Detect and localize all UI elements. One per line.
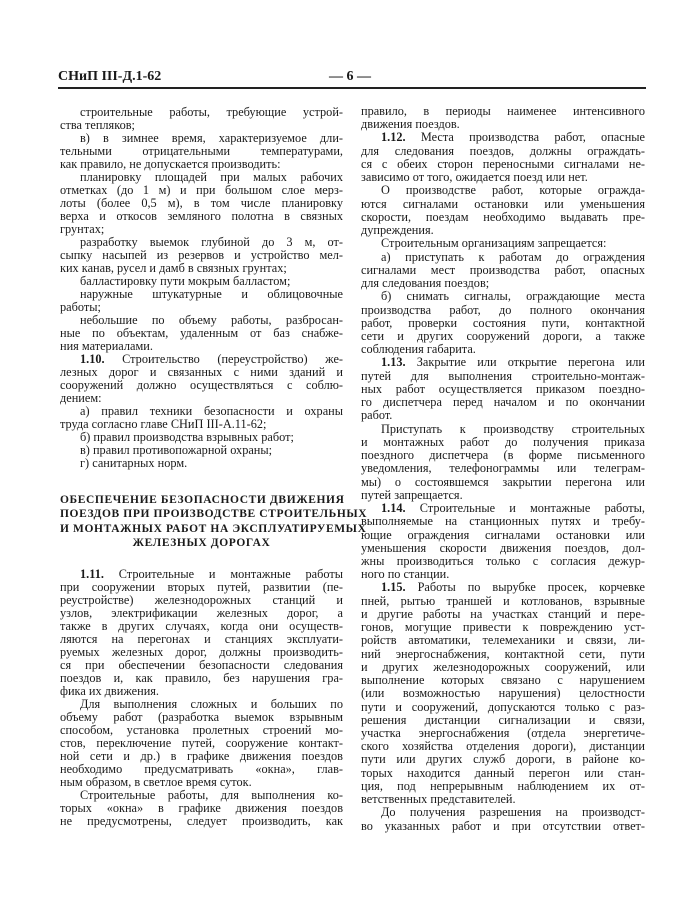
line-text: отметках (до 1 м) и при большом слое мерз- [60, 183, 343, 197]
line-text: Строительство (переустройство) же- [104, 352, 343, 366]
heading-line: И МОНТАЖНЫХ РАБОТ НА ЭКСПЛУАТИРУЕМЫХ [60, 522, 367, 535]
line-text: Для выполнения сложных и больших по [80, 697, 343, 711]
line-text: торых находится данный перегон или стан- [361, 765, 645, 780]
line-text: До получения разрешения на производст- [381, 805, 645, 820]
line-text: сети и других сооружений дороги, а также [361, 328, 645, 343]
text-line [361, 171, 645, 184]
line-text: ся при обеспечении безопасности следования [60, 658, 343, 672]
text-line [361, 251, 645, 264]
paragraph [60, 132, 343, 171]
line-text: наружные штукатурные и облицовочные [80, 287, 343, 301]
line-text: стов, переключение путей, сооружение контакт- [60, 736, 343, 750]
text-line [361, 396, 645, 409]
line-text: способом, установка пролетных строений мо- [60, 723, 343, 737]
page-number: — 6 — [329, 69, 371, 84]
text-line [361, 118, 645, 131]
line-text: уменьшения скорости движения поездов, дол- [361, 540, 645, 555]
line-text: путей запрещается. [361, 487, 463, 502]
line-text: разработку выемок глубиной до 3 м, от- [80, 235, 343, 249]
line-text: поездного диспетчера (в форме письменного [361, 448, 645, 463]
line-text: Строительным организациям запрещается: [381, 236, 607, 251]
numbered-paragraph [361, 581, 645, 806]
text-line [361, 648, 645, 661]
text-line [60, 457, 343, 470]
text-line [361, 476, 645, 489]
paragraph [361, 184, 645, 237]
line-text: ных работ осуществляется приказом поездно- [361, 381, 645, 396]
text-line [361, 370, 645, 383]
line-text: ляются на перегонах и станциях эксплуати- [60, 632, 343, 646]
line-text: верха и откосов земляного полотна в связных [60, 209, 343, 223]
numbered-paragraph [361, 502, 645, 581]
text-line [361, 184, 645, 197]
line-text: ция, под непрерывным наблюдением их от- [361, 778, 645, 793]
text-line [361, 489, 645, 502]
text-line [361, 529, 645, 542]
text-line [361, 304, 645, 317]
line-text: выполняемые на станционных путях и требу- [361, 514, 645, 529]
line-text: а) приступать к работам до ограждения [381, 249, 645, 264]
line-text: необходимо предусматривать «окна», глав- [60, 762, 343, 776]
line-text: ющие ограждения сигналами остановки или [361, 527, 645, 542]
text-line [361, 277, 645, 290]
line-text: выполнение которых связано с нарушением [361, 673, 645, 688]
paragraph [361, 105, 645, 131]
line-text: г) санитарных норм. [80, 456, 188, 470]
numbered-paragraph [361, 131, 645, 184]
paragraph [60, 171, 343, 236]
text-line [361, 780, 645, 793]
paragraph [60, 789, 343, 828]
clause-number: 1.14. [381, 501, 406, 516]
right-column [361, 105, 645, 833]
line-text: руемых железных дорог, должны производить- [60, 645, 343, 659]
line-text: лоты (более 0,5 м), в том числе планировку [60, 196, 343, 210]
line-text: планировку площадей при малых рабочих [80, 170, 343, 184]
text-line [361, 409, 645, 422]
text-line [361, 211, 645, 224]
line-text: ной сети и др.) в графике движения поездов [60, 749, 343, 763]
heading-line: ОБЕСПЕЧЕНИЕ БЕЗОПАСНОСТИ ДВИЖЕНИЯ [60, 494, 345, 506]
heading-line: ПОЕЗДОВ ПРИ ПРОИЗВОДСТВЕ СТРОИТЕЛЬНЫХ [60, 508, 368, 521]
line-text: и другие работы на участках станций и пере- [361, 606, 645, 621]
paragraph [361, 251, 645, 291]
paragraph [60, 106, 343, 132]
paragraph [60, 236, 343, 275]
line-text: труда согласно главе СНиП III-А.11-62; [60, 417, 267, 431]
line-text: объему работ (разработка выемок взрывным [60, 710, 343, 724]
text-line [361, 423, 645, 436]
text-line [361, 383, 645, 396]
paragraph [361, 237, 645, 250]
line-text: уведомления, телефонограммы или телеграм- [361, 461, 645, 476]
line-text: ные по объектам, удаленным от баз снабже- [60, 326, 343, 340]
paragraph [60, 698, 343, 789]
line-text: ния материалами. [60, 339, 153, 353]
line-text: для следования поездов, должны ограждать- [361, 143, 645, 158]
text-line [361, 502, 645, 515]
line-text: в) правил противопожарной охраны; [80, 443, 273, 457]
line-text: Строительные и монтажные работы, [405, 501, 645, 516]
text-line [361, 145, 645, 158]
text-line [361, 767, 645, 780]
clause-number: 1.11. [80, 567, 104, 581]
text-line [361, 661, 645, 674]
line-text: соблюдения габарита. [361, 342, 476, 357]
line-text: решения дистанции сигнализации и связи, [361, 712, 645, 727]
line-text: ются сигналами остановки или уменьшения [361, 196, 645, 211]
line-text: реустройстве) железнодорожных станций и [60, 593, 343, 607]
line-text: жны производиться только с согласия дежур- [361, 553, 645, 568]
text-line [361, 264, 645, 277]
section-heading [60, 493, 368, 550]
numbered-paragraph [361, 356, 645, 422]
line-text: также в других случаях, когда они осуществ- [60, 619, 343, 633]
line-text: дением: [60, 391, 102, 405]
line-text: торых «окна» в графике движения поездов [60, 801, 343, 815]
line-text: правило, в периоды наименее интенсивного [361, 104, 645, 118]
line-text: дупреждения. [361, 223, 434, 238]
line-text: ства тепляков; [60, 118, 135, 132]
line-text: ройств автоматики, телемеханики и связи, ли- [361, 633, 645, 648]
text-line [361, 542, 645, 555]
numbered-paragraph [60, 568, 343, 698]
line-text: и монтажных работ до получения приказа [361, 434, 645, 449]
line-text: работ. [361, 408, 393, 423]
line-text: зависимо от того, ожидается поезд или нет. [361, 170, 588, 185]
text-line [361, 581, 645, 594]
heading-line: ЖЕЛЕЗНЫХ ДОРОГАХ [132, 536, 271, 549]
line-text: ветственных представителей. [361, 792, 516, 807]
text-line [361, 237, 645, 250]
text-line [361, 820, 645, 833]
paragraph [60, 314, 343, 353]
text-line [361, 290, 645, 303]
line-text: пути и сооружений, допускаются только с раз- [361, 699, 645, 714]
line-text: (или возможностью нарушения) целостности [361, 686, 645, 701]
left-column-bottom [60, 568, 343, 828]
text-line [361, 608, 645, 621]
line-text: грунтах; [60, 222, 105, 236]
line-text: узлов, электрификации железных дорог, а [60, 606, 343, 620]
text-line [361, 634, 645, 647]
clause-number: 1.15. [381, 580, 406, 595]
paragraph [60, 405, 343, 431]
line-text: во указанных работ и при отсутствии ответ- [361, 818, 645, 833]
line-text: и других железнодорожных сооружений, или [361, 659, 645, 674]
text-line [361, 330, 645, 343]
line-text: производства работ, до полного окончания [361, 302, 645, 317]
line-text: при сооружении вторых путей, развитии (пе- [60, 580, 343, 594]
line-text: движения поездов. [361, 117, 460, 132]
text-line [361, 793, 645, 806]
clause-number: 1.12. [381, 130, 406, 145]
line-text: поездов и, как правило, без нарушения гра- [60, 671, 343, 685]
line-text: б) снимать сигналы, ограждающие места [381, 289, 645, 304]
line-text: Работы по вырубке просек, корчевке [405, 580, 645, 595]
text-line [361, 317, 645, 330]
line-text: работ, проверки состояния пути, контактной [361, 315, 645, 330]
text-line [361, 198, 645, 211]
paragraph [361, 290, 645, 356]
line-text: строительные работы, требующие устрой- [80, 105, 343, 119]
line-text: мы) о состоявшемся закрытии перегона или [361, 474, 645, 489]
line-text: пути или других служб дороги, в районе ко- [361, 752, 645, 767]
text-line [361, 753, 645, 766]
line-text: Места производства работ, опасные [405, 130, 645, 145]
line-text: ких канав, русел и дамб в связных грунтах; [60, 261, 287, 275]
line-text: тельными отрицательными температурами, [60, 144, 343, 158]
paragraph [60, 457, 343, 470]
paragraph [361, 423, 645, 502]
line-text: ся с обеих сторон переносными сигналами не- [361, 156, 645, 171]
line-text: Строительные и монтажные работы [103, 567, 343, 581]
line-text: го диспетчера перед началом и по окончании [361, 395, 645, 410]
line-text: гонов, могущие привести к повреждению уст- [361, 620, 645, 635]
text-line [361, 356, 645, 369]
left-column-top [60, 106, 343, 470]
line-text: пней, рытью траншей и котлованов, взрывные [361, 593, 645, 608]
text-line [361, 343, 645, 356]
line-text: как правило, не допускается производить: [60, 157, 281, 171]
line-text: ного по станции. [361, 567, 450, 582]
line-text: лезных дорог и связанных с ними зданий и [60, 365, 343, 379]
line-text: ным образом, в светлое время суток. [60, 775, 252, 789]
text-line [361, 131, 645, 144]
line-text: участка энергоснабжения (отдела энергетиче- [361, 726, 645, 741]
line-text: О производстве работ, которые огражда- [381, 183, 645, 198]
text-line [361, 555, 645, 568]
numbered-paragraph [60, 353, 343, 405]
text-line [361, 806, 645, 819]
clause-number: 1.13. [381, 355, 406, 370]
text-line [361, 740, 645, 753]
text-line [361, 449, 645, 462]
line-text: ского хозяйства отделения дороги), дистанции [361, 739, 645, 754]
line-text: Приступать к производству строительных [381, 421, 645, 436]
clause-number: 1.10. [80, 352, 105, 366]
text-line [361, 714, 645, 727]
line-text: для следования поездов; [361, 276, 490, 291]
paragraph [361, 806, 645, 832]
line-text: небольшие по объему работы, разбросан- [80, 313, 343, 327]
line-text: сооружений должно осуществляться с соблю- [60, 378, 343, 392]
line-text: сыпку насыпей из резервов и устройство мел- [60, 248, 343, 262]
text-line [361, 436, 645, 449]
line-text: скорости, поездам необходимо выдавать пре- [361, 209, 645, 224]
line-text: сигналами мест производства работ, опасных [361, 262, 645, 277]
line-text: в) в зимнее время, характеризуемое дли- [80, 131, 343, 145]
text-line [361, 568, 645, 581]
line-text: Закрытие или открытие перегона или [405, 355, 645, 370]
text-line [60, 379, 343, 392]
text-line [60, 288, 343, 301]
line-text: Строительные работы, для выполнения ко- [80, 788, 343, 802]
line-text: ний энергоснабжения, контактной сети, пути [361, 646, 645, 661]
text-line [361, 105, 645, 118]
document-code: СНиП III-Д.1-62 [58, 69, 162, 84]
text-line [361, 727, 645, 740]
text-line [361, 674, 645, 687]
header-rule [58, 87, 646, 89]
text-line [361, 515, 645, 528]
text-line [361, 687, 645, 700]
text-line [361, 621, 645, 634]
text-line [361, 701, 645, 714]
text-line [361, 462, 645, 475]
line-text: не предусмотрены, следует производить, как [60, 814, 343, 828]
line-text: б) правил производства взрывных работ; [80, 430, 294, 444]
line-text: фика их движения. [60, 684, 159, 698]
line-text: балластировку пути мокрым балластом; [80, 274, 291, 288]
text-line [361, 158, 645, 171]
text-line [361, 595, 645, 608]
text-line [361, 224, 645, 237]
line-text: а) правил техники безопасности и охраны [80, 404, 343, 418]
line-text: работы; [60, 300, 101, 314]
paragraph [60, 288, 343, 314]
text-line [60, 815, 343, 828]
line-text: путей для выполнения строительно-монтаж- [361, 368, 645, 383]
